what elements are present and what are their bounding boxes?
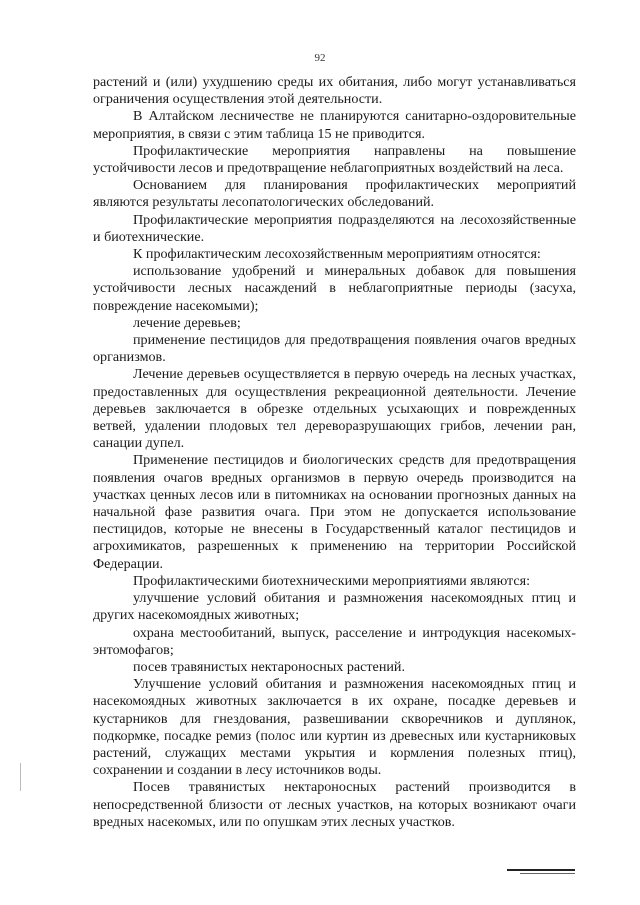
footer-rule-thin	[520, 873, 575, 874]
list-item-pesticides: применение пестицидов для предотвращения появления очагов вредных организмов.	[93, 332, 576, 366]
margin-scan-mark	[20, 763, 21, 791]
list-item-birds: улучшение условий обитания и размножения насекомоядных птиц и других насекомоядных животных;	[93, 590, 576, 624]
list-item-tree-treatment: лечение деревьев;	[133, 314, 241, 331]
list-item-nectar-plants: посев травянистых нектароносных растений.	[133, 658, 405, 675]
paragraph-17: Посев травянистых нектароносных растений производится в непосредственной близости от лесных участков, на которых возникают очаги вредных насекомых, или по опушкам этих лесных участков.	[93, 779, 576, 830]
footer-rule	[507, 869, 575, 871]
document-body	[93, 74, 576, 831]
list-item-fertilizers: использование удобрений и минеральных добавок для повышения устойчивости лесных насаждений в неблагоприятные периоды (засуха, повреждение насекомыми);	[93, 263, 576, 314]
paragraph-3: Профилактические мероприятия направлены на повышение устойчивости лесов и предотвращение неблагоприятных воздействий на леса.	[93, 142, 576, 177]
paragraph-5: Профилактические мероприятия подразделяются на лесохозяйственные и биотехнические.	[93, 211, 576, 245]
paragraph-16: Улучшение условий обитания и размножения насекомоядных птиц и насекомоядных животных заключается в их охране, посадке деревьев и кустарников для гнездования, развешивании скворечников и дуплянок, подкормке, посадке ремиз (полос или куртин из древесных или кустарниковых растений, служащих местами укрытия и кормления полезных птиц), сохранении и создании в лесу источников воды.	[93, 676, 576, 779]
list-item-entomophages: охрана местообитаний, выпуск, расселение и интродукция насекомых-энтомофагов;	[93, 624, 576, 658]
paragraph-1: растений и (или) ухудшению среды их обитания, либо могут устанавливаться ограничения осуществления этой деятельности.	[93, 74, 576, 108]
paragraph-11: Применение пестицидов и биологических средств для предотвращения появления очагов вредных организмов в первую очередь производится на участках ценных лесов или в питомниках на основании прогнозных данных на начальной фазе развития очага. При этом не допускается использование пестицидов, которые не внесены в Государственный каталог пестицидов и агрохимикатов, разрешенных к применению на территории Российской Федерации.	[93, 452, 576, 572]
paragraph-12: Профилактическими биотехническими мероприятиями являются:	[133, 572, 531, 589]
paragraph-6: К профилактическим лесохозяйственным мероприятиям относятся:	[133, 246, 541, 263]
page-number: 92	[314, 52, 326, 64]
paragraph-10: Лечение деревьев осуществляется в первую очередь на лесных участках, предоставленных для осуществления рекреационной деятельности. Лечение деревьев заключается в обрезке отдельных усыхающих и поврежденных ветвей, удалении плодовых тел дереворазрушающих грибов, лечении ран, санации дупел.	[93, 366, 576, 452]
paragraph-4: Основанием для планирования профилактических мероприятий являются результаты лесопатологических обследований.	[93, 177, 576, 211]
paragraph-2: В Алтайском лесничестве не планируются санитарно-оздоровительные мероприятия, в связи с этим таблица 15 не приводится.	[93, 108, 576, 142]
